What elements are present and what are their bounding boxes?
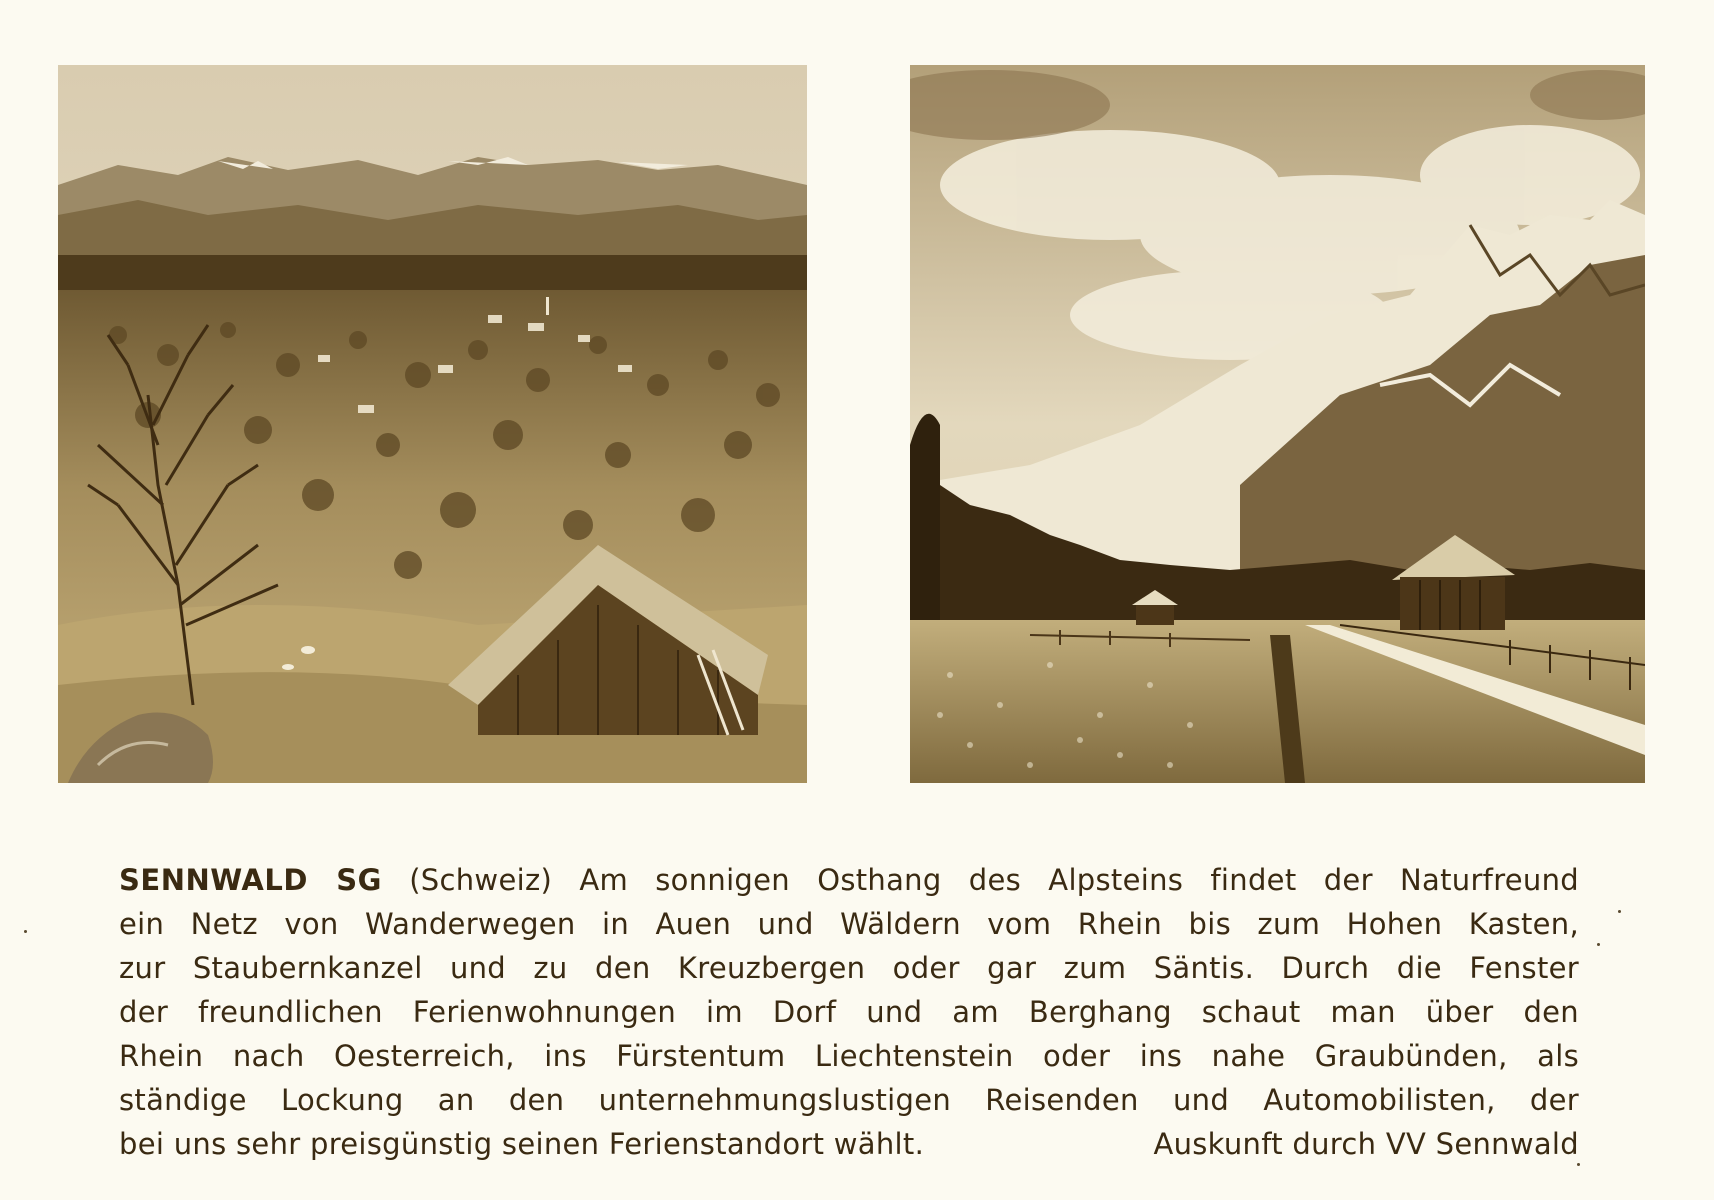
caption-line-6: ständige Lockung an den unternehmungslustigen Reisenden und Automobilisten, der [119, 1083, 1579, 1117]
caption-line-4: der freundlichen Ferienwohnungen im Dorf und am Berghang schaut man über den [119, 995, 1579, 1029]
caption-line-1: SENNWALD SG (Schweiz) Am sonnigen Osthang des Alpsteins findet der Naturfreund [119, 863, 1579, 897]
photo-meadow-mountains [910, 65, 1645, 783]
caption-title: SENNWALD SG [119, 863, 382, 897]
paper-speck [24, 930, 27, 933]
photo-village-valley [58, 65, 807, 783]
paper-speck [1597, 943, 1600, 946]
caption-line-5: Rhein nach Oesterreich, ins Fürstentum Liechtenstein oder ins nahe Graubünden, als [119, 1039, 1579, 1073]
caption-text [119, 858, 1579, 1166]
caption-line-7: bei uns sehr preisgünstig seinen Ferienstandort wählt. Auskunft durch VV Sennwald [119, 1122, 1579, 1166]
paper-speck [1577, 1163, 1580, 1166]
meadow-mountains-image [910, 65, 1645, 783]
village-valley-image [58, 65, 807, 783]
paper-speck [1618, 910, 1621, 913]
caption-line-3: zur Staubernkanzel und zu den Kreuzbergen oder gar zum Säntis. Durch die Fenster [119, 951, 1579, 985]
caption-credit: Auskunft durch VV Sennwald [1153, 1127, 1579, 1161]
caption-line-2: ein Netz von Wanderwegen in Auen und Wäldern vom Rhein bis zum Hohen Kasten, [119, 907, 1579, 941]
